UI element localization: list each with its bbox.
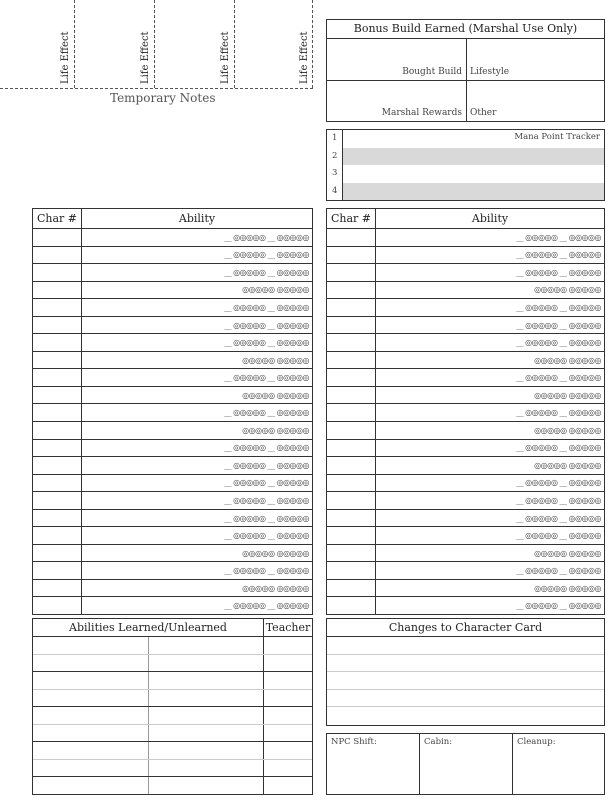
ability-row xyxy=(327,509,605,527)
ability-cell[interactable]: __ ◎◎◎◎◎ __ ◎◎◎◎◎ xyxy=(376,299,605,317)
life-effect-divider xyxy=(312,0,313,88)
life-effect-label: Life Effect xyxy=(140,31,151,84)
char-number-cell[interactable] xyxy=(327,316,376,334)
ability-cell[interactable]: __ ◎◎◎◎◎ __ ◎◎◎◎◎ xyxy=(376,562,605,580)
ability-row xyxy=(33,597,313,615)
ability-row xyxy=(327,527,605,545)
temporary-notes-label: Temporary Notes xyxy=(110,91,216,105)
bought-build-label: Bought Build xyxy=(402,67,462,77)
ability-row xyxy=(33,229,313,247)
char-number-cell[interactable] xyxy=(327,457,376,475)
ability-row xyxy=(33,246,313,264)
bonus-build-title: Bonus Build Earned (Marshal Use Only) xyxy=(327,20,604,39)
char-number-cell[interactable] xyxy=(33,492,82,510)
abilities-learned-title: Abilities Learned/Unlearned xyxy=(69,621,227,634)
char-number-cell[interactable] xyxy=(33,509,82,527)
char-number-cell[interactable] xyxy=(327,299,376,317)
ability-cell[interactable]: __ ◎◎◎◎◎ __ ◎◎◎◎◎ xyxy=(82,264,313,282)
char-number-cell[interactable] xyxy=(33,369,82,387)
char-number-cell[interactable] xyxy=(33,422,82,440)
ability-cell[interactable]: __ ◎◎◎◎◎ __ ◎◎◎◎◎ xyxy=(82,457,313,475)
char-number-cell[interactable] xyxy=(33,229,82,247)
ability-row xyxy=(33,386,313,404)
char-number-cell[interactable] xyxy=(327,474,376,492)
ability-row xyxy=(327,334,605,352)
writing-line xyxy=(327,706,604,707)
ability-row xyxy=(33,334,313,352)
ability-cell[interactable]: __ ◎◎◎◎◎ __ ◎◎◎◎◎ xyxy=(82,562,313,580)
life-effect-bottom-line xyxy=(0,88,313,89)
char-number-cell[interactable] xyxy=(327,369,376,387)
char-number-header: Char # xyxy=(33,209,82,229)
char-number-cell[interactable] xyxy=(327,281,376,299)
ability-row xyxy=(327,229,605,247)
shift-divider xyxy=(419,734,420,794)
ability-row xyxy=(327,404,605,422)
writing-line xyxy=(33,724,312,725)
char-number-cell[interactable] xyxy=(327,229,376,247)
ability-cell[interactable]: __ ◎◎◎◎◎ __ ◎◎◎◎◎ xyxy=(376,316,605,334)
ability-cell[interactable]: __ ◎◎◎◎◎ __ ◎◎◎◎◎ xyxy=(82,316,313,334)
ability-cell[interactable]: __ ◎◎◎◎◎ __ ◎◎◎◎◎ xyxy=(376,264,605,282)
ability-table-left xyxy=(32,208,313,615)
char-number-cell[interactable] xyxy=(33,579,82,597)
ability-rows-right xyxy=(327,229,605,615)
char-number-header: Char # xyxy=(327,209,376,229)
char-number-cell[interactable] xyxy=(33,474,82,492)
char-number-cell[interactable] xyxy=(33,281,82,299)
char-number-cell[interactable] xyxy=(33,527,82,545)
ability-cell[interactable]: __ ◎◎◎◎◎ __ ◎◎◎◎◎ xyxy=(376,334,605,352)
char-number-cell[interactable] xyxy=(33,544,82,562)
char-number-cell[interactable] xyxy=(33,404,82,422)
ability-rows-left xyxy=(33,229,313,615)
char-number-cell[interactable] xyxy=(327,351,376,369)
bonus-build-middle-line xyxy=(327,80,604,81)
char-number-cell[interactable] xyxy=(327,509,376,527)
char-number-cell[interactable] xyxy=(327,264,376,282)
ability-row xyxy=(33,439,313,457)
lifestyle-label: Lifestyle xyxy=(470,67,510,77)
ability-row xyxy=(33,299,313,317)
ability-row xyxy=(327,422,605,440)
char-number-cell[interactable] xyxy=(327,422,376,440)
ability-row xyxy=(327,386,605,404)
ability-row xyxy=(33,509,313,527)
ability-row xyxy=(33,579,313,597)
life-effect-label: Life Effect xyxy=(60,31,71,84)
ability-cell[interactable]: ◎◎◎◎◎ ◎◎◎◎◎ xyxy=(376,579,605,597)
ability-cell[interactable]: __ ◎◎◎◎◎ __ ◎◎◎◎◎ xyxy=(376,509,605,527)
npc-shift-label: NPC Shift: xyxy=(331,737,377,747)
ability-row xyxy=(33,457,313,475)
ability-cell[interactable]: __ ◎◎◎◎◎ __ ◎◎◎◎◎ xyxy=(82,439,313,457)
ability-row xyxy=(327,457,605,475)
char-number-cell[interactable] xyxy=(327,334,376,352)
ability-row xyxy=(33,281,313,299)
mana-row-number: 2 xyxy=(332,151,338,161)
cleanup-label: Cleanup: xyxy=(517,737,556,747)
char-number-cell[interactable] xyxy=(327,492,376,510)
mana-row-number: 4 xyxy=(332,186,338,196)
ability-cell[interactable]: ◎◎◎◎◎ ◎◎◎◎◎ xyxy=(376,544,605,562)
ability-cell[interactable]: ◎◎◎◎◎ ◎◎◎◎◎ xyxy=(82,386,313,404)
ability-row xyxy=(327,579,605,597)
writing-line xyxy=(33,671,312,672)
char-number-cell[interactable] xyxy=(33,439,82,457)
ability-row xyxy=(327,299,605,317)
char-number-cell[interactable] xyxy=(327,544,376,562)
ability-cell[interactable]: __ ◎◎◎◎◎ __ ◎◎◎◎◎ xyxy=(376,597,605,615)
changes-title: Changes to Character Card xyxy=(388,621,543,634)
ability-cell[interactable]: __ ◎◎◎◎◎ __ ◎◎◎◎◎ xyxy=(82,246,313,264)
ability-row xyxy=(327,597,605,615)
shift-divider xyxy=(512,734,513,794)
ability-row xyxy=(327,264,605,282)
char-number-cell[interactable] xyxy=(327,527,376,545)
ability-row xyxy=(33,351,313,369)
life-effect-label: Life Effect xyxy=(299,31,310,84)
ability-cell[interactable]: __ ◎◎◎◎◎ __ ◎◎◎◎◎ xyxy=(82,299,313,317)
ability-row xyxy=(33,422,313,440)
mana-row-number: 1 xyxy=(332,133,338,143)
shift-box xyxy=(326,733,605,795)
ability-row xyxy=(327,281,605,299)
ability-cell[interactable]: __ ◎◎◎◎◎ __ ◎◎◎◎◎ xyxy=(376,404,605,422)
ability-cell[interactable]: ◎◎◎◎◎ ◎◎◎◎◎ xyxy=(82,544,313,562)
ability-cell[interactable]: ◎◎◎◎◎ ◎◎◎◎◎ xyxy=(376,422,605,440)
ability-cell[interactable]: __ ◎◎◎◎◎ __ ◎◎◎◎◎ xyxy=(376,246,605,264)
ability-cell[interactable]: __ ◎◎◎◎◎ __ ◎◎◎◎◎ xyxy=(82,404,313,422)
ability-cell[interactable]: ◎◎◎◎◎ ◎◎◎◎◎ xyxy=(82,422,313,440)
ability-cell[interactable]: __ ◎◎◎◎◎ __ ◎◎◎◎◎ xyxy=(376,527,605,545)
char-number-cell[interactable] xyxy=(327,579,376,597)
writing-line xyxy=(327,671,604,672)
ability-cell[interactable]: ◎◎◎◎◎ ◎◎◎◎◎ xyxy=(376,281,605,299)
ability-cell[interactable]: __ ◎◎◎◎◎ __ ◎◎◎◎◎ xyxy=(376,474,605,492)
ability-cell[interactable]: __ ◎◎◎◎◎ __ ◎◎◎◎◎ xyxy=(82,509,313,527)
marshal-rewards-label: Marshal Rewards xyxy=(381,108,462,118)
other-label: Other xyxy=(470,108,497,118)
life-effect-label: Life Effect xyxy=(220,31,231,84)
writing-line xyxy=(327,654,604,655)
ability-cell[interactable]: ◎◎◎◎◎ ◎◎◎◎◎ xyxy=(82,281,313,299)
ability-row xyxy=(33,562,313,580)
writing-line xyxy=(33,654,312,655)
ability-row xyxy=(327,492,605,510)
ability-cell[interactable]: __ ◎◎◎◎◎ __ ◎◎◎◎◎ xyxy=(82,597,313,615)
char-number-cell[interactable] xyxy=(327,386,376,404)
char-number-cell[interactable] xyxy=(33,246,82,264)
writing-line xyxy=(33,741,312,742)
writing-line xyxy=(33,759,312,760)
char-number-cell[interactable] xyxy=(33,299,82,317)
writing-line xyxy=(33,689,312,690)
life-effect-divider xyxy=(74,0,75,88)
ability-cell[interactable]: ◎◎◎◎◎ ◎◎◎◎◎ xyxy=(376,351,605,369)
ability-cell[interactable]: ◎◎◎◎◎ ◎◎◎◎◎ xyxy=(82,579,313,597)
cabin-label: Cabin: xyxy=(424,737,453,747)
ability-cell[interactable]: ◎◎◎◎◎ ◎◎◎◎◎ xyxy=(82,351,313,369)
ability-cell[interactable]: ◎◎◎◎◎ ◎◎◎◎◎ xyxy=(376,457,605,475)
writing-line xyxy=(33,706,312,707)
mana-row xyxy=(343,183,604,201)
mana-tracker-box xyxy=(326,129,605,201)
writing-line xyxy=(327,689,604,690)
char-number-cell[interactable] xyxy=(33,264,82,282)
changes-header-line xyxy=(327,636,604,637)
char-number-cell[interactable] xyxy=(327,404,376,422)
ability-cell[interactable]: __ ◎◎◎◎◎ __ ◎◎◎◎◎ xyxy=(82,492,313,510)
ability-row xyxy=(33,404,313,422)
ability-cell[interactable]: __ ◎◎◎◎◎ __ ◎◎◎◎◎ xyxy=(376,492,605,510)
ability-header: Ability xyxy=(376,209,605,229)
ability-cell[interactable]: __ ◎◎◎◎◎ __ ◎◎◎◎◎ xyxy=(376,369,605,387)
char-number-cell[interactable] xyxy=(327,439,376,457)
life-effect-divider xyxy=(234,0,235,88)
char-number-cell[interactable] xyxy=(327,597,376,615)
ability-cell[interactable]: __ ◎◎◎◎◎ __ ◎◎◎◎◎ xyxy=(376,229,605,247)
ability-header: Ability xyxy=(82,209,313,229)
char-number-cell[interactable] xyxy=(33,351,82,369)
abilities-header-line xyxy=(33,636,312,637)
ability-row xyxy=(33,492,313,510)
ability-row xyxy=(327,246,605,264)
ability-cell[interactable]: __ ◎◎◎◎◎ __ ◎◎◎◎◎ xyxy=(376,439,605,457)
writing-line xyxy=(33,776,312,777)
ability-row xyxy=(33,527,313,545)
ability-row xyxy=(33,369,313,387)
ability-row xyxy=(327,544,605,562)
ability-cell[interactable]: __ ◎◎◎◎◎ __ ◎◎◎◎◎ xyxy=(82,229,313,247)
ability-cell[interactable]: __ ◎◎◎◎◎ __ ◎◎◎◎◎ xyxy=(82,527,313,545)
ability-row xyxy=(327,439,605,457)
ability-table-right xyxy=(326,208,605,615)
ability-row xyxy=(33,264,313,282)
changes-box xyxy=(326,618,605,726)
ability-cell[interactable]: ◎◎◎◎◎ ◎◎◎◎◎ xyxy=(376,386,605,404)
ability-row xyxy=(327,316,605,334)
ability-cell[interactable]: __ ◎◎◎◎◎ __ ◎◎◎◎◎ xyxy=(82,334,313,352)
abilities-mid-divider xyxy=(148,637,149,794)
bonus-build-box xyxy=(326,19,605,122)
char-number-cell[interactable] xyxy=(33,562,82,580)
char-number-cell[interactable] xyxy=(33,597,82,615)
ability-row xyxy=(327,351,605,369)
char-number-cell[interactable] xyxy=(327,246,376,264)
ability-row xyxy=(33,316,313,334)
ability-row xyxy=(33,474,313,492)
ability-row xyxy=(327,369,605,387)
char-number-cell[interactable] xyxy=(327,562,376,580)
life-effect-divider xyxy=(154,0,155,88)
abilities-learned-box xyxy=(32,618,313,795)
char-number-cell[interactable] xyxy=(33,334,82,352)
ability-row xyxy=(327,474,605,492)
mana-tracker-title: Mana Point Tracker xyxy=(514,132,600,142)
mana-row xyxy=(343,148,604,166)
mana-row xyxy=(327,130,604,148)
char-number-cell[interactable] xyxy=(33,316,82,334)
ability-row xyxy=(33,544,313,562)
char-number-cell[interactable] xyxy=(33,386,82,404)
ability-cell[interactable]: __ ◎◎◎◎◎ __ ◎◎◎◎◎ xyxy=(82,474,313,492)
ability-row xyxy=(327,562,605,580)
teacher-header: Teacher xyxy=(265,621,311,634)
ability-cell[interactable]: __ ◎◎◎◎◎ __ ◎◎◎◎◎ xyxy=(82,369,313,387)
char-number-cell[interactable] xyxy=(33,457,82,475)
mana-row-number: 3 xyxy=(332,168,338,178)
